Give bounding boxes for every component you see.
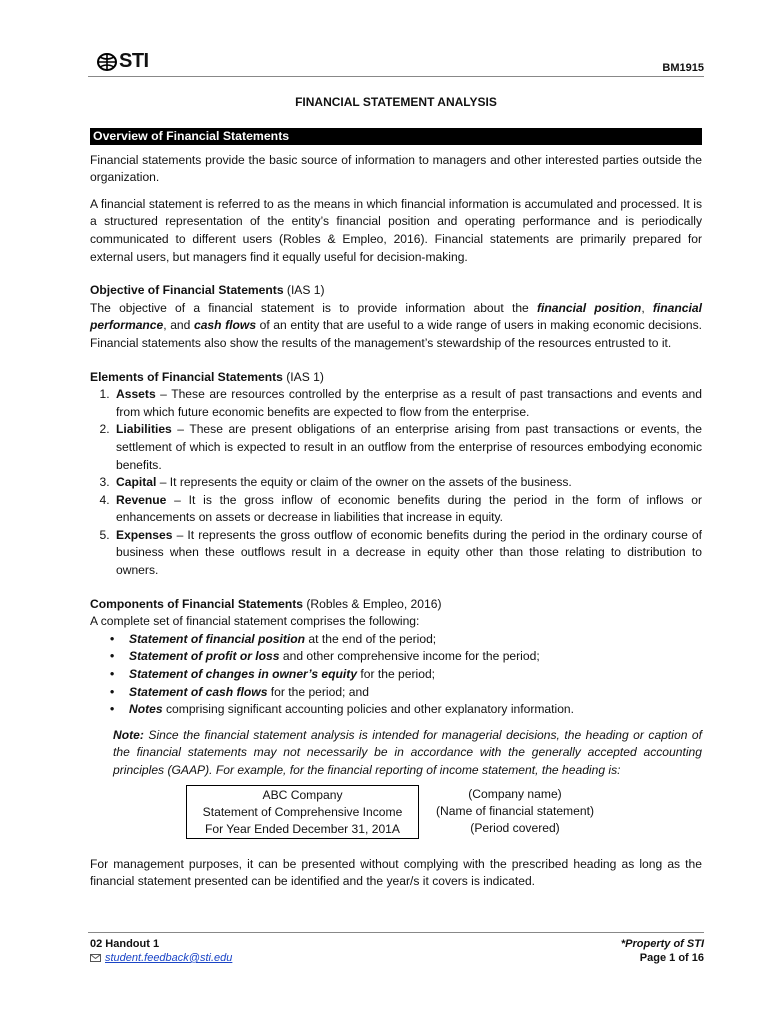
element-term: Revenue xyxy=(116,492,167,507)
objective-text-2: , xyxy=(641,300,653,315)
note-paragraph xyxy=(113,727,702,780)
element-text: – These are resources controlled by the enterprise as a result of past transactions and events and from which future economic benefits are expected to flow from the enterprise. xyxy=(116,387,702,419)
component-term: Statement of profit or loss xyxy=(129,649,280,664)
list-item xyxy=(106,648,702,666)
sample-statement-name: Statement of Comprehensive Income xyxy=(202,805,403,819)
component-term: Statement of cash flows xyxy=(129,684,268,699)
section-title-overview: Overview of Financial Statements xyxy=(90,128,702,145)
component-text: and other comprehensive income for the period; xyxy=(279,649,540,664)
email-text[interactable]: student.feedback@sti.edu xyxy=(105,952,233,964)
element-term: Expenses xyxy=(116,527,173,542)
objective-text-1: The objective of a financial statement is to provide information about the xyxy=(90,300,537,315)
elements-heading-line xyxy=(90,369,702,387)
component-text: for the period; and xyxy=(267,684,369,699)
objective-heading-line xyxy=(90,282,702,300)
element-text: – It is the gross inflow of economic benefits during the period in the form of inflows or enhancements on assets or decrease in liabilities that increase in equity. xyxy=(116,492,702,525)
component-text: at the end of the period; xyxy=(305,631,437,646)
element-term: Capital xyxy=(116,475,157,490)
list-item xyxy=(106,684,702,702)
elements-ref: (IAS 1) xyxy=(282,369,324,384)
overview-paragraph-2: A financial statement is referred to as the means in which financial information is accumulated and processed. It is a structured representation of the entity’s financial position and operating performance and is periodically communicated to different users (Robles & Empleo, 2016). Financial statements are primarily prepared for external users, but managers find it equally useful for decision-making. xyxy=(90,196,702,264)
list-item xyxy=(113,474,702,492)
footer-left xyxy=(90,937,232,965)
objective-section xyxy=(90,282,702,352)
list-item xyxy=(113,492,702,527)
list-item xyxy=(106,666,702,684)
document-code: BM1915 xyxy=(662,62,704,74)
element-text: – It represents the equity or claim of the owner on the assets of the business. xyxy=(156,475,572,490)
components-ref: (Robles & Empleo, 2016) xyxy=(303,596,442,611)
footer-right xyxy=(621,937,704,965)
term-cash-flows: cash flows xyxy=(193,318,257,333)
components-intro: A complete set of financial statement comprises the following: xyxy=(90,614,420,629)
objective-ref: (IAS 1) xyxy=(283,283,325,298)
list-item xyxy=(106,701,702,719)
list-item xyxy=(113,421,702,474)
page-number: Page 1 of 16 xyxy=(639,952,704,964)
component-text: comprising significant accounting policies and other explanatory information. xyxy=(162,702,575,717)
components-list xyxy=(106,631,702,719)
objective-paragraph xyxy=(90,300,702,353)
annotation-statement-name: (Name of financial statement) xyxy=(436,804,594,818)
components-heading: Components of Financial Statements xyxy=(90,596,304,611)
note-text: Since the financial statement analysis is intended for managerial decisions, the heading or caption of the financial statements may not necessarily be in accordance with the generally accepted accounting principles (GAAP). For example, for the financial reporting of income statement, the heading is: xyxy=(113,727,702,777)
component-term: Statement of changes in owner’s equity xyxy=(129,667,358,682)
footer-divider xyxy=(88,932,704,933)
annotation-company-name: (Company name) xyxy=(468,786,562,801)
component-text: for the period; xyxy=(357,667,436,682)
sample-heading-annotations xyxy=(424,786,606,838)
component-term: Statement of financial position xyxy=(129,631,306,646)
list-item xyxy=(113,527,702,580)
sample-heading-box xyxy=(186,785,419,839)
list-item xyxy=(113,386,702,421)
property-label: *Property of STI xyxy=(620,938,704,950)
objective-heading: Objective of Financial Statements xyxy=(90,283,284,298)
handout-label: 02 Handout 1 xyxy=(90,938,160,950)
overview-paragraph-1: Financial statements provide the basic source of information to managers and other interested parties outside the organization. xyxy=(90,152,702,185)
objective-text-4: of an entity that are useful to a wide range of users in making economic decisions. Financial statements also show the results of the management’s stewardship of the resources entrusted to it. xyxy=(90,318,702,350)
header-divider xyxy=(88,76,704,77)
page-title: FINANCIAL STATEMENT ANALYSIS xyxy=(295,95,497,109)
logo-text: STI xyxy=(119,50,149,72)
list-item xyxy=(106,631,702,649)
element-text: – These are present obligations of an enterprise arising from past transactions or events, the settlement of which is expected to result in an outflow from the enterprise of resources embodying economic benefits. xyxy=(116,422,702,472)
page-header xyxy=(88,50,704,76)
components-section xyxy=(90,596,702,891)
email-link[interactable] xyxy=(90,951,232,965)
element-term: Assets xyxy=(116,387,156,402)
note-label: Note: xyxy=(113,727,144,742)
component-term: Notes xyxy=(129,702,163,717)
term-financial-position: financial position xyxy=(537,300,642,315)
sample-heading-example xyxy=(90,785,702,841)
element-text: – It represents the gross outflow of economic benefits during the period in the ordinary course of business when these outflows result in a decrease in equity other than those relating to distribution to owners. xyxy=(116,527,702,578)
document-body xyxy=(90,94,702,900)
sample-period: For Year Ended December 31, 201A xyxy=(205,822,400,837)
elements-heading: Elements of Financial Statements xyxy=(90,369,283,384)
elements-list xyxy=(113,386,702,580)
sti-logo xyxy=(96,50,149,73)
term-financial-performance: financial performance xyxy=(90,300,702,333)
elements-section xyxy=(90,369,702,580)
envelope-icon xyxy=(90,954,101,962)
globe-icon xyxy=(96,52,118,72)
closing-paragraph: For management purposes, it can be presented without complying with the prescribed heading as long as the financial statement presented can be identified and the year/s it covers is indicated. xyxy=(90,856,702,889)
objective-text-3: , and xyxy=(163,318,194,333)
components-heading-line xyxy=(90,596,702,614)
annotation-period: (Period covered) xyxy=(470,821,560,836)
sample-company-name: ABC Company xyxy=(262,787,343,802)
element-term: Liabilities xyxy=(116,422,172,437)
